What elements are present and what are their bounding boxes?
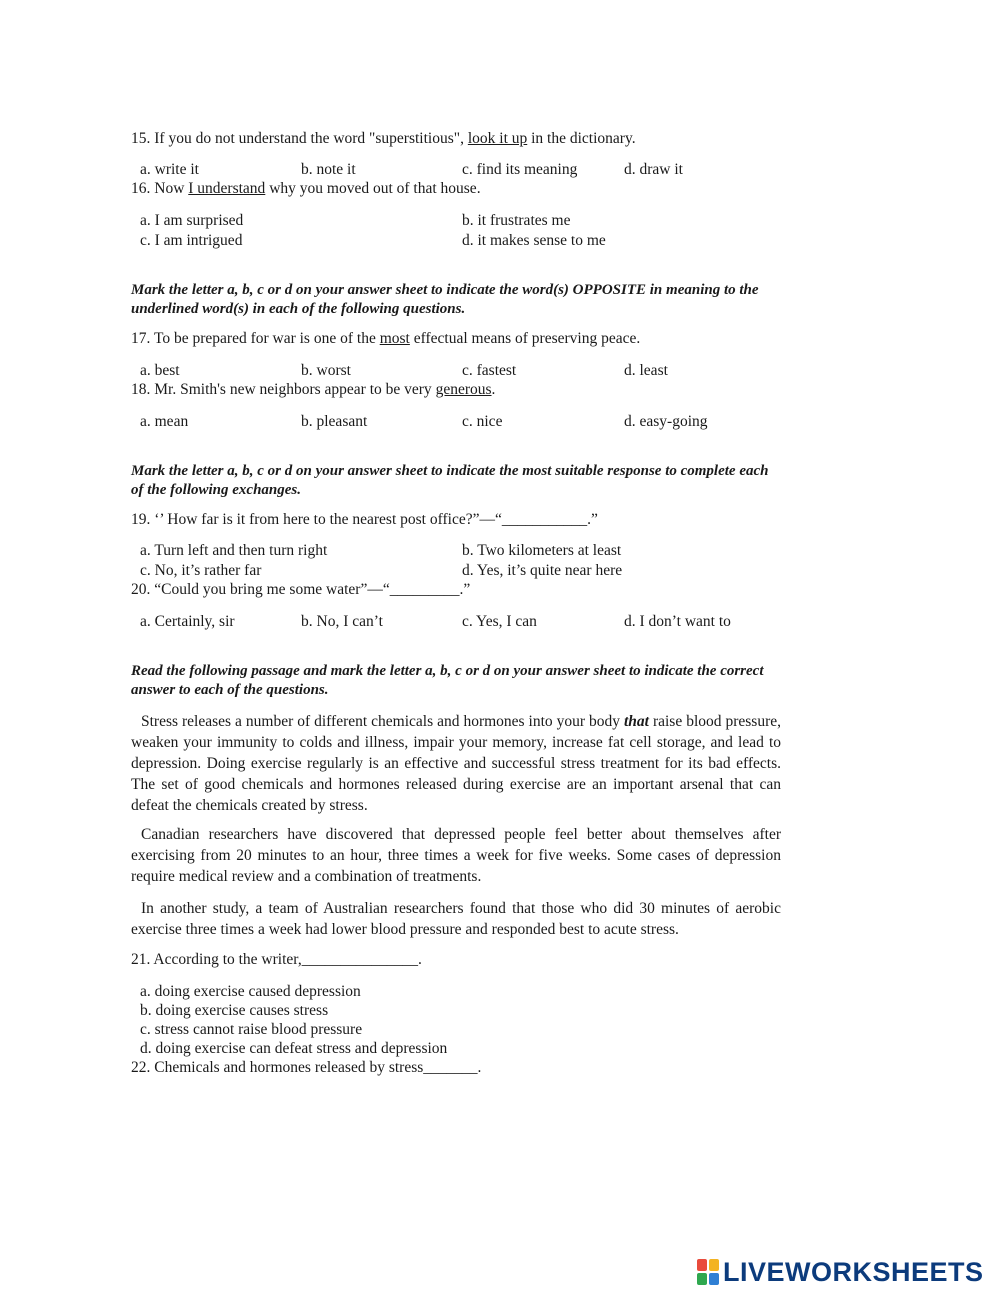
question-19: 19. ‘’ How far is it from here to the nearest post office?”—“___________.”: [131, 511, 598, 528]
question-20: 20. “Could you bring me some water”—“_________.”: [131, 581, 471, 598]
instruction-response: Mark the letter a, b, c or d on your answer sheet to indicate the most suitable response to complete each of the following exchanges.: [131, 463, 769, 498]
logo-text: LIVEWORKSHEETS: [723, 1256, 984, 1287]
logo-mark-cell: [709, 1259, 719, 1271]
passage-paragraph-2: Canadian researchers have discovered that depressed people feel better about themselves after exercising from 20 minutes to an hour, three times a week for five weeks. Some cases of depression require medical review and a combination of treatments.: [131, 826, 781, 885]
question-text: 16. Now: [131, 180, 189, 197]
liveworksheets-logo: [697, 1258, 984, 1286]
passage-paragraph-3: In another study, a team of Australian researchers found that those who did 30 minutes of aerobic exercise three times a week had lower blood pressure and responded best to acute stress.: [131, 900, 781, 938]
option-a: a. Turn left and then turn right: [140, 542, 328, 559]
option-d: d. Yes, it’s quite near here: [462, 562, 623, 579]
logo-mark-icon: [697, 1259, 719, 1285]
logo-mark-cell: [697, 1273, 707, 1285]
option-d: d. least: [624, 362, 668, 379]
question-15: [131, 129, 636, 149]
option-a: a. best: [140, 362, 180, 379]
underlined-phrase: look it up: [467, 130, 528, 147]
option-d: d. easy-going: [624, 413, 708, 430]
option-c: c. stress cannot raise blood pressure: [140, 1021, 363, 1038]
question-16: [131, 179, 481, 199]
passage-paragraph-1: Stress releases a number of different chemicals and hormones into your body that raise blood pressure, weaken your immunity to colds and illness, impair your memory, increase fat cell storage, and lead to depression. Doing exercise regularly is an effective and successful stress treatment for its bad effects. The set of good chemicals and hormones released during exercise are an important arsenal that can defeat the chemicals created by stress.: [131, 713, 781, 814]
option-a: a. doing exercise caused depression: [140, 983, 361, 1000]
option-b: b. it frustrates me: [462, 212, 571, 229]
option-a: a. I am surprised: [140, 212, 244, 229]
question-text: .: [491, 381, 496, 398]
instruction-passage: Read the following passage and mark the letter a, b, c or d on your answer sheet to indicate the correct answer to each of the questions.: [131, 663, 764, 698]
option-a: a. mean: [140, 413, 189, 430]
option-c: c. Yes, I can: [462, 613, 537, 630]
option-b: b. pleasant: [301, 413, 368, 430]
option-b: b. No, I can’t: [301, 613, 383, 630]
underlined-phrase: most: [379, 330, 410, 347]
option-c: c. I am intrigued: [140, 232, 243, 249]
option-c: c. nice: [462, 413, 503, 430]
question-21: 21. According to the writer,_______________.: [131, 951, 422, 968]
question-text: effectual means of preserving peace.: [409, 330, 641, 347]
option-c: c. fastest: [462, 362, 517, 379]
question-text: 18. Mr. Smith's new neighbors appear to be very: [131, 381, 436, 398]
option-d: d. I don’t want to: [624, 613, 731, 630]
question-18: [131, 380, 495, 400]
option-b: b. note it: [301, 161, 356, 178]
question-text: 17. To be prepared for war is one of the: [131, 330, 380, 347]
question-17: [131, 329, 640, 349]
question-text: in the dictionary.: [527, 130, 636, 147]
question-text: 15. If you do not understand the word "superstitious",: [131, 130, 468, 147]
option-d: d. it makes sense to me: [462, 232, 606, 249]
option-d: d. doing exercise can defeat stress and depression: [140, 1040, 448, 1057]
underlined-phrase: I understand: [188, 180, 266, 197]
instruction-opposite: Mark the letter a, b, c or d on your answer sheet to indicate the word(s) OPPOSITE in meaning to the underlined word(s) in each of the following questions.: [131, 282, 759, 317]
option-a: a. write it: [140, 161, 199, 178]
option-b: b. doing exercise causes stress: [140, 1002, 329, 1019]
question-text: why you moved out of that house.: [265, 180, 481, 197]
question-22: 22. Chemicals and hormones released by stress_______.: [131, 1059, 482, 1076]
option-b: b. worst: [301, 362, 351, 379]
option-c: c. find its meaning: [462, 161, 578, 178]
underlined-phrase: generous: [435, 381, 492, 398]
option-a: a. Certainly, sir: [140, 613, 235, 630]
option-c: c. No, it’s rather far: [140, 562, 262, 579]
logo-mark-cell: [697, 1259, 707, 1271]
option-b: b. Two kilometers at least: [462, 542, 622, 559]
option-d: d. draw it: [624, 161, 683, 178]
emphasized-word: that: [624, 713, 649, 730]
logo-mark-cell: [709, 1273, 719, 1285]
